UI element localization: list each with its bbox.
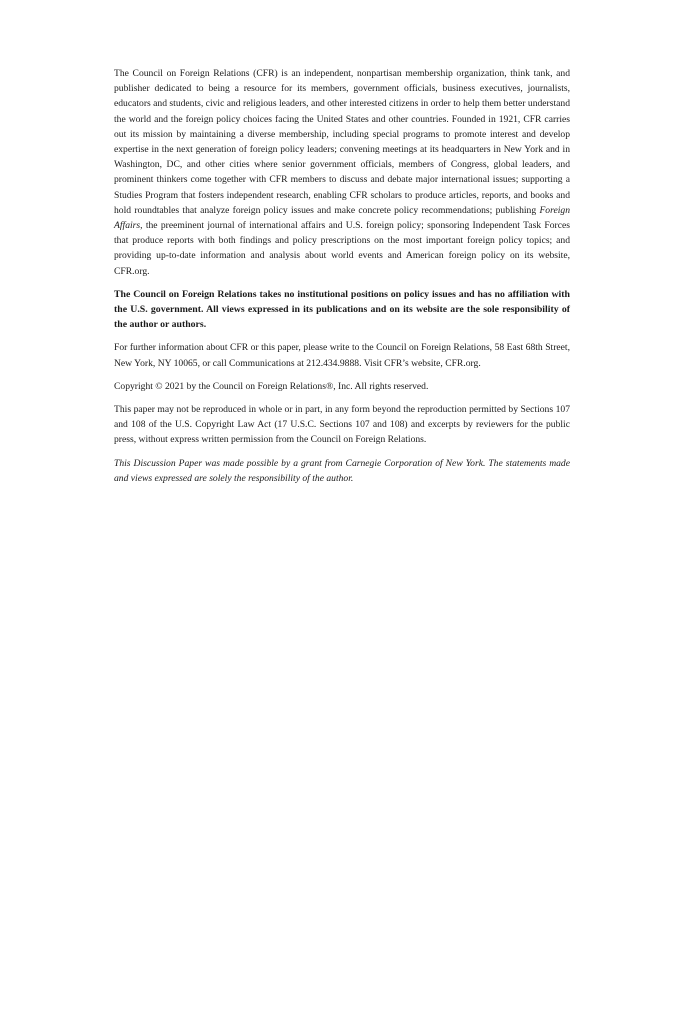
foreign-affairs-title: Foreign Affairs: [114, 204, 570, 232]
reproduction-notice: This paper may not be reproduced in whole or in part, in any form beyond the reproduction permitted by Sections 107 and 108 of the U.S. Copyright Law Act (17 U.S.C. Sections 107 and 108) and excerpts by reviewers for the public press, without express written permission from the Council on Foreign Relations.: [114, 404, 570, 446]
funding-acknowledgment: This Discussion Paper was made possible by a grant from Carnegie Corporation of New York. The statements made and views expressed are solely the responsibility of the author.: [114, 457, 570, 484]
about-cfr-text-part1: The Council on Foreign Relations (CFR) is an independent, nonpartisan membership organization, think tank, and publisher dedicated to being a resource for its members, government officials, business executives, journalists, educators and students, civic and religious leaders, and other interested citizens in order to help them better understand the world and the foreign policy choices facing the United States and other countries. Founded in 1921, CFR carries out its mission by maintaining a diverse membership, including special programs to promote interest and develop expertise in the next generation of foreign policy leaders; convening meetings at its headquarters in New York and in Washington, DC, and other cities where senior government officials, members of Congress, global leaders, and prominent thinkers come together with CFR members to discuss and debate major international issues; supporting a Studies Program that fosters independent research, enabling CFR scholars to produce articles, reports, and books and hold roundtables that analyze foreign policy issues and make concrete policy recommendations; publishing: [114, 68, 570, 216]
about-cfr-text-part2: , the preeminent journal of international affairs and U.S. foreign policy; sponsoring Independent Task Forces that produce reports with both findings and policy prescriptions on the most important foreign policy topics; and providing up-to-date information and analysis about world events and American foreign policy on its website, CFR.org.: [114, 220, 570, 277]
about-cfr-paragraph: [114, 66, 570, 279]
contact-paragraph: For further information about CFR or this paper, please write to the Council on Foreign Relations, 58 East 68th Street, New York, NY 10065, or call Communications at 212.434.9888. Visit CFR’s website, CFR.org.: [114, 342, 570, 369]
disclaimer-paragraph: The Council on Foreign Relations takes no institutional positions on policy issues and has no affiliation with the U.S. government. All views expressed in its publications and on its website are the sole responsibility of the author or authors.: [114, 288, 570, 331]
copyright-page: [114, 66, 570, 494]
copyright-notice: Copyright © 2021 by the Council on Foreign Relations®, Inc. All rights reserved.: [114, 380, 429, 392]
